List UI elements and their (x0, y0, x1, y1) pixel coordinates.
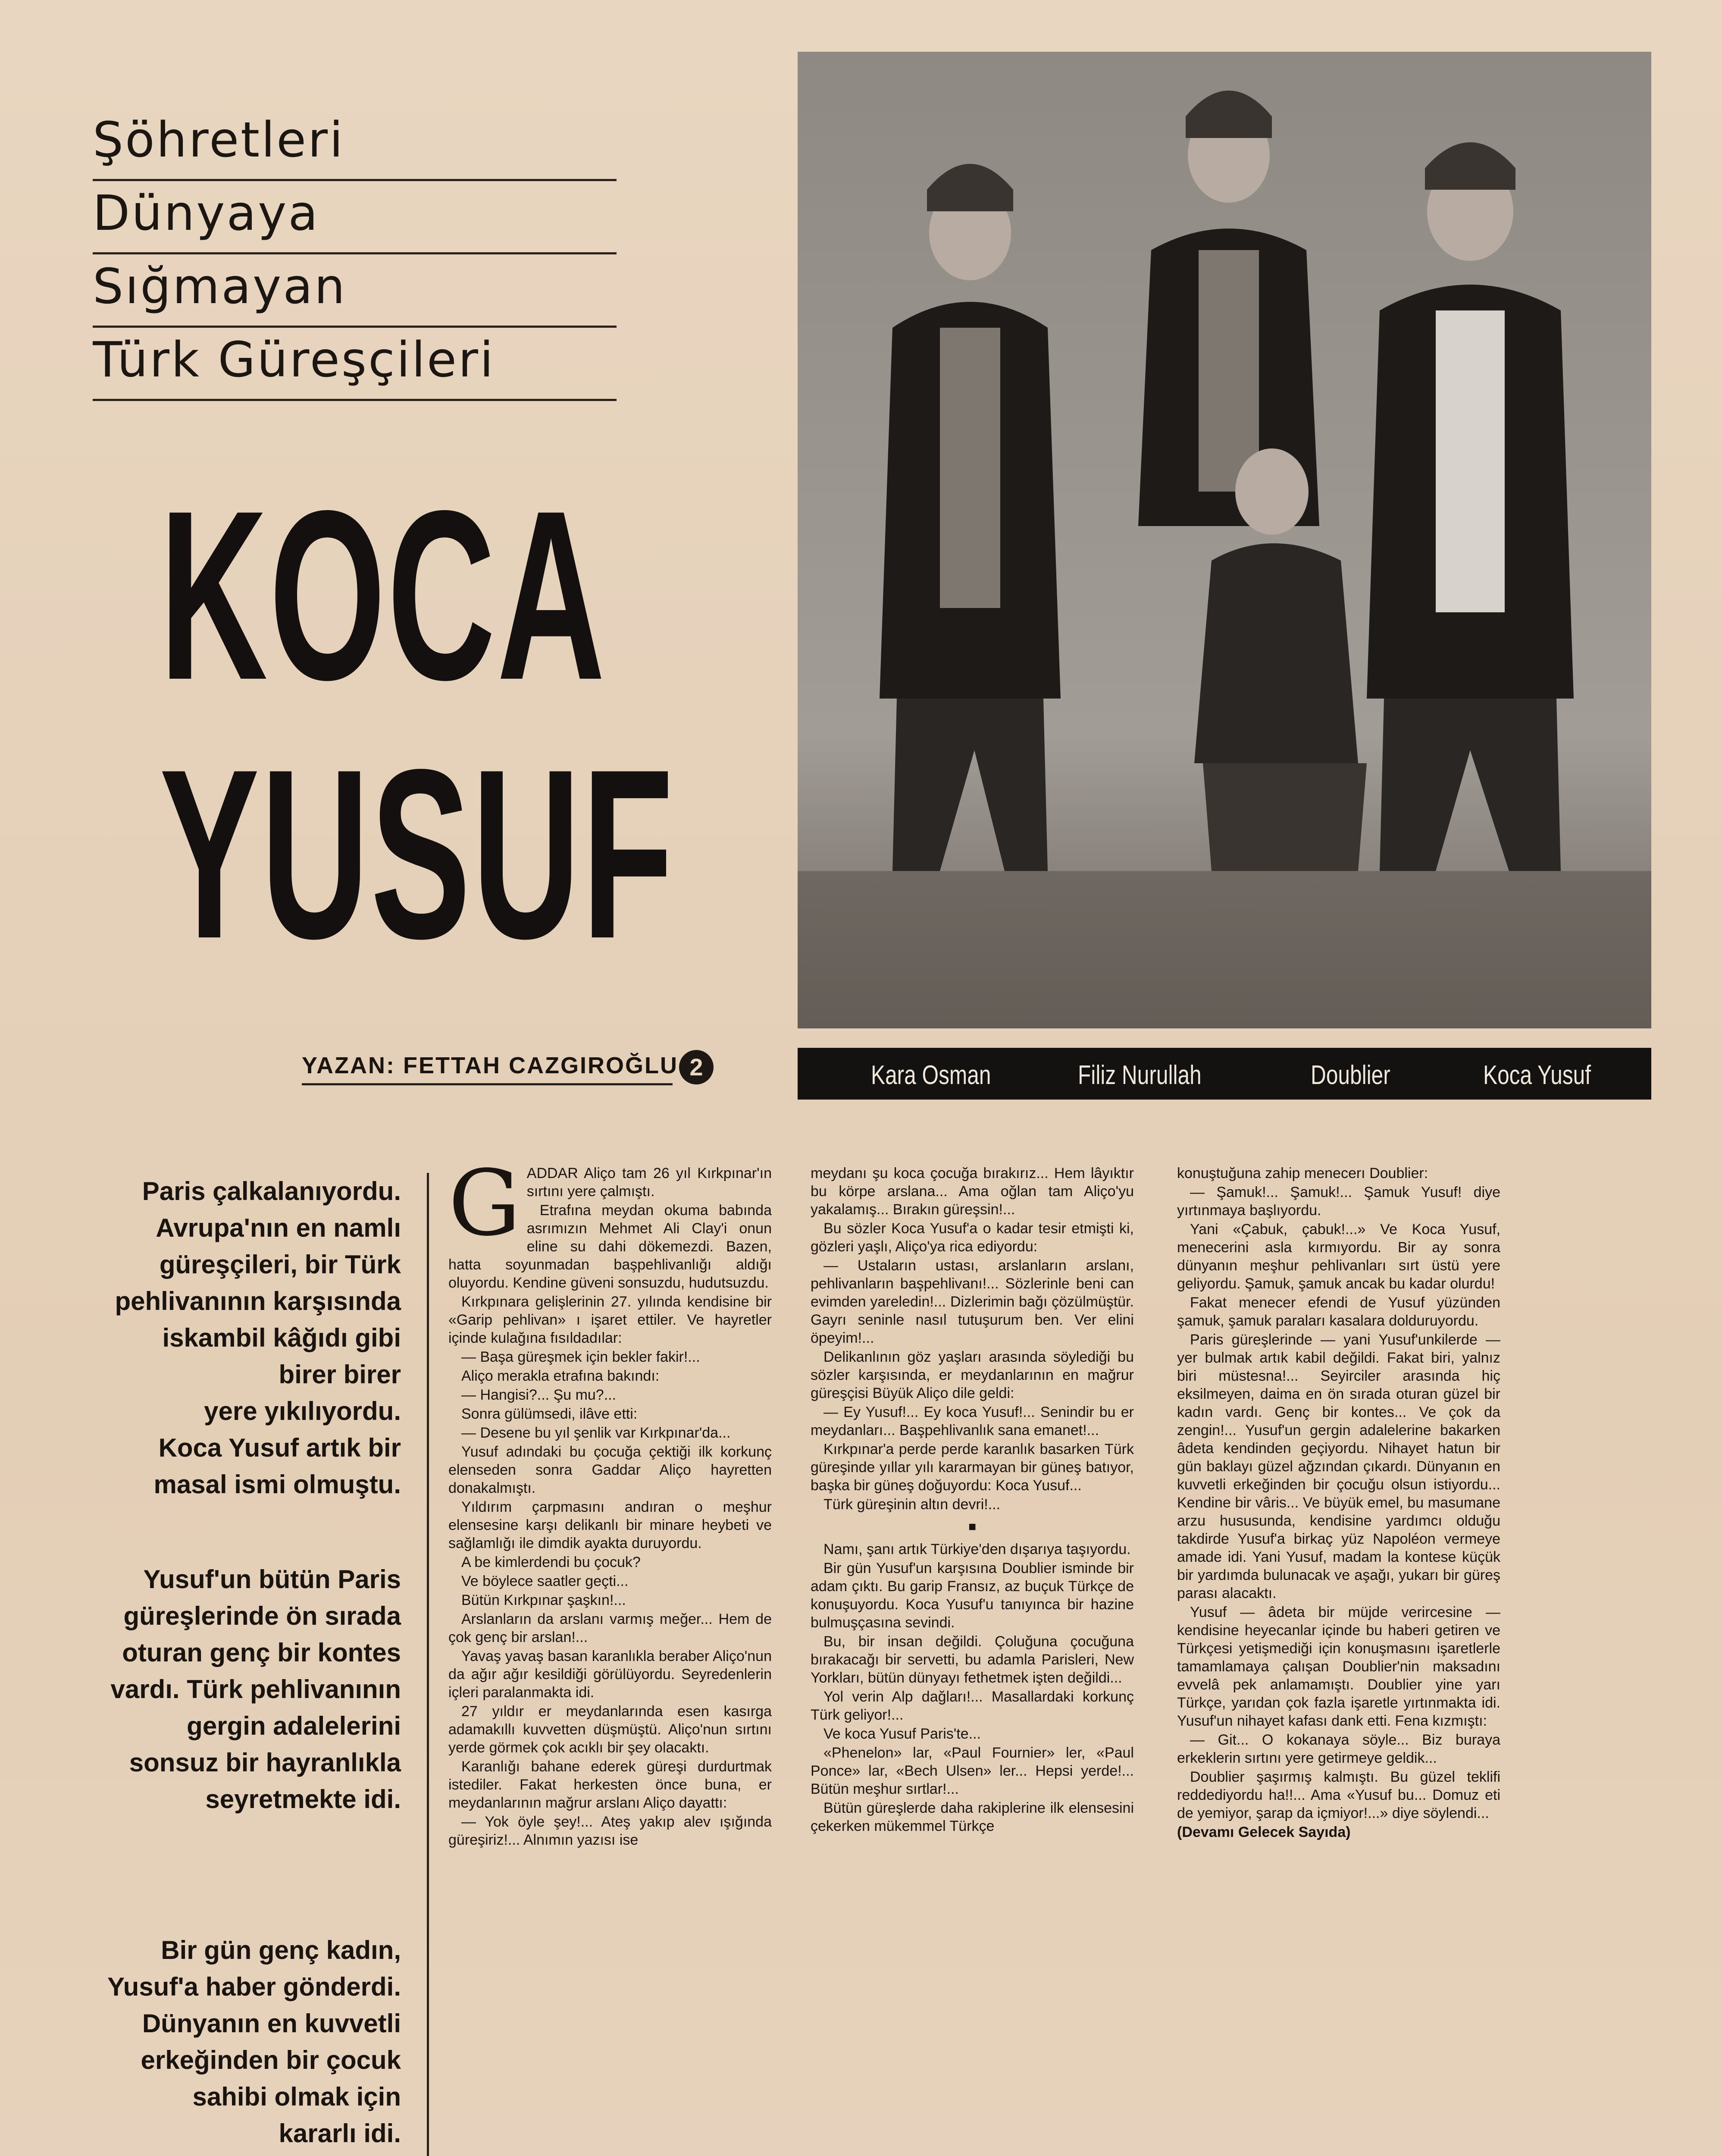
paragraph: Karanlığı bahane ederek güreşi durdurtmak istediler. Fakat herkesten önce buna, er meydanlarının mağrur arslanı Aliço dayattı: (448, 1758, 772, 1811)
paragraph: A be kimlerdendi bu çocuk? (461, 1554, 641, 1570)
drop-cap: G (448, 1150, 521, 1256)
pull-quote-line: yere yıkılıyordu. (204, 1397, 401, 1426)
paragraph: Türk güreşinin altın devri!... (823, 1496, 1001, 1513)
pull-quote-line: güreşçileri, bir Türk (159, 1250, 401, 1279)
paragraph: Yani «Çabuk, çabuk!...» Ve Koca Yusuf, menecerini asla kırmıyordu. Bir ay sonra dünyanın meşhur pehlivanları sırt üstü yere geliyordu. Şamuk, şamuk ancak bu kadar olurdu! (1177, 1221, 1500, 1292)
paragraph: 27 yıldır er meydanlarında esen kasırga adamakıllı kuvvetten düşmüştü. Aliço'nun sırtını yerde görmek çok acıklı bir şey olacaktı. (448, 1703, 772, 1756)
paragraph: — Ustaların ustası, arslanların arslanı, pehlivanların başpehlivanı!... Sözlerinle beni can evimden yareledin!... Dizlerimin bağı çözülmüştür. Gayrı seninle nasıl tutuşurum ben. Ver elini öpeyim!... (811, 1257, 1134, 1346)
article-column-1 (448, 1150, 772, 1850)
caption-name: Koca Yusuf (1483, 1060, 1591, 1090)
paragraph: Namı, şanı artık Türkiye'den dışarıya taşıyordu. (823, 1541, 1131, 1557)
pull-quote-line: sonsuz bir hayranlıkla (129, 1748, 401, 1777)
part-number-badge: 2 (679, 1050, 714, 1084)
pull-quote (78, 1173, 401, 1503)
kicker-line: Şöhretleri (93, 108, 617, 181)
paragraph: Ve koca Yusuf Paris'te... (823, 1726, 981, 1742)
paragraph: — Şamuk!... Şamuk!... Şamuk Yusuf! diye yırtınmaya başlıyordu. (1177, 1184, 1500, 1219)
paragraph: Doublier şaşırmış kalmıştı. Bu güzel teklifi reddediyordu ha!!... Ama «Yusuf bu... Domuz eti de yemiyor, şarap da içmiyor!...» diye söylendi... (1177, 1769, 1500, 1821)
paragraph: Bu sözler Koca Yusuf'a o kadar tesir etmişti ki, gözleri yaşlı, Aliço'ya rica ediyordu: (811, 1220, 1134, 1255)
pull-quote-line: oturan genç bir kontes (122, 1638, 401, 1667)
pull-quote-line: güreşlerinde ön sırada (123, 1601, 401, 1630)
caption-name: Kara Osman (871, 1060, 991, 1090)
paragraph: Kırkpınara gelişlerinin 27. yılında kendisine bir «Garip pehlivan» ı işaret ettiler. Ve hayretler içinde kulağına fısıldadılar: (448, 1294, 772, 1346)
kicker-line: Sığmayan (93, 254, 617, 328)
paragraph: Bir gün Yusuf'un karşısına Doublier isminde bir adam çıktı. Bu garip Fransız, az buçuk Türkçe de konuşuyordu. Koca Yusuf'u tanıyınca bir hazine bulmuşçasına sevindi. (811, 1560, 1134, 1631)
kicker-line: Türk Güreşçileri (93, 328, 617, 401)
byline: YAZAN: FETTAH CAZGIROĞLU (302, 1052, 673, 1085)
paragraph: Bütün Kırkpınar şaşkın!... (461, 1592, 626, 1608)
paragraph: — Hangisi?... Şu mu?... (461, 1387, 617, 1403)
paragraph: Yusuf — âdeta bir müjde verircesine — kendisine heyecanlar içinde bu haberi getiren ve Türkçesi yetişmediği için konuşmasını işaretlerle tamamlamaya çalışan Doublier'nin maksadını evvelâ pek anlamamıştı. Doublier yine yarı Türkçe, yarıdan çok fazla işaretle yırtınmakta idi. Yusuf'un nihayet kafası dank etti. Fena kızmıştı: (1177, 1604, 1500, 1729)
article-column-3 (1177, 1164, 1500, 1842)
wrestlers-photo (798, 52, 1651, 1028)
column-divider (427, 1173, 429, 2156)
paragraph: Bu, bir insan değildi. Çoluğuna çocuğuna bırakacağı bir servetti, bu adamla Parisleri, New Yorkları, bütün dünyayı fethetmek işten değildi... (811, 1633, 1134, 1686)
paragraph: — Git... O kokanaya söyle... Biz buraya erkeklerin sırtını yere getirmeye geldik... (1177, 1732, 1500, 1766)
pull-quote-line (78, 2152, 401, 2156)
pull-quote-line: gergin adalelerini (187, 1711, 401, 1740)
caption-name: Filiz Nurullah (1078, 1060, 1202, 1090)
pull-quote-line: vardı. Türk pehlivanının (110, 1675, 401, 1704)
pull-quote-line: Koca Yusuf artık bir (158, 1433, 401, 1462)
kicker-headline (93, 108, 617, 401)
pull-quote-line: sahibi olmak için (192, 2082, 401, 2111)
paragraph: Paris güreşlerinde — yani Yusuf'unkilerde — yer bulmak artık kabil değildi. Fakat biri, yalnız biri müstesna!... Seyirciler arasında hiç eksilmeyen, daima en ön sırada oturan güzel bir kadın vardı. Genç bir kontes... Ve çok da zengin!... Yusuf'un gergin adalelerine bakarken âdeta kendinden geçiyordu. Nihayet hatun bir gün baklayı güzel ağzından çıkardı. Dünyanın en kuvvetli erkeğinden bir çocuğu olsun istiyordu... Kendine bir vâris... Ve büyük emel, bu masumane arzu hususunda, kendisine yardımcı olduğu takdirde Yusuf'a birkaç yüz Napoléon vermeye amade idi. Yani Yusuf, madam la kontese küçük bir yardımda bulunacak ve aşağı, yukarı bir güreş parası alacaktı. (1177, 1332, 1500, 1601)
paragraph: ADDAR Aliço tam 26 yıl Kırkpınar'ın sırtını yere çalmıştı. (526, 1165, 772, 1200)
pull-quote-line: masal ismi olmuştu. (153, 1470, 401, 1499)
pull-quote-line: seyretmekte idi. (205, 1785, 401, 1814)
pull-quote (78, 1561, 401, 1818)
pull-quote-line: Paris çalkalanıyordu. (142, 1177, 401, 1206)
paragraph: Ve böylece saatler geçti... (461, 1573, 629, 1589)
pull-quote-line: erkeğinden bir çocuk (141, 2046, 401, 2075)
paragraph: konuştuğuna zahip menecerı Doublier: (1177, 1165, 1428, 1181)
pull-quote-line: Yusuf'un bütün Paris (143, 1565, 401, 1594)
paragraph: Arslanların da arslanı varmış meğer... Hem de çok genç bir arslan!... (448, 1611, 772, 1645)
kicker-line: Dünyaya (93, 181, 617, 254)
paragraph: — Desene bu yıl şenlik var Kırkpınar'da... (461, 1425, 731, 1441)
paragraph: Yol verin Alp dağları!... Masallardaki korkunç Türk geliyor!... (811, 1689, 1134, 1723)
pull-quote-line: Yusuf'a haber gönderdi. (107, 1972, 401, 2001)
paragraph: Bütün güreşlerde daha rakiplerine ilk elensesini çekerken mükemmel Türkçe (811, 1800, 1134, 1834)
pull-quote-line: kararlı idi. (279, 2119, 401, 2148)
continued-note: (Devamı Gelecek Sayıda) (1177, 1824, 1351, 1840)
paragraph: Kırkpınar'a perde perde karanlık basarken Türk güreşinde yıllar yılı kararmayan bir güneş batıyor, başka bir güneş doğuyordu: Koca Yusuf... (811, 1441, 1134, 1494)
pull-quote-line: Bir gün genç kadın, (161, 1936, 401, 1965)
pull-quote-line: Dünyanın en kuvvetli (142, 2009, 401, 2038)
article-column-2 (811, 1164, 1134, 1836)
photo-caption-bar (798, 1048, 1651, 1100)
paragraph: meydanı şu koca çocuğa bırakırız... Hem lâyıktır bu körpe arslana... Ama oğlan tam Aliço'yu yakalamış... Bırakın güreşsin!... (811, 1165, 1134, 1218)
pull-quote-line: iskambil kâğıdı gibi (162, 1323, 401, 1352)
pull-quote-line: birer birer (279, 1360, 401, 1389)
paragraph: Yusuf adındaki bu çocuğa çektiği ilk korkunç elenseden sonra Gaddar Aliço hayretten donakalmıştı. (448, 1444, 772, 1496)
paragraph: Etrafına meydan okuma babında asrımızın Mehmet Ali Clay'i onun eline su dahi dökemezdi. Bazen, hatta soyunmadan başpehlivanlığı aldığı oluyordu. Kendine güveni sonsuzdu, hudutsuzdu. (448, 1202, 772, 1291)
wrestlers-photo-icon (798, 52, 1651, 1028)
paragraph: Yıldırım çarpmasını andıran o meşhur elensesine karşı delikanlı bir minare heybeti ve sağlamlığı ile dimdik ayakta duruyordu. (448, 1499, 772, 1551)
paragraph: Aliço merakla etrafına bakındı: (461, 1368, 660, 1384)
paragraph: Yavaş yavaş basan karanlıkla beraber Aliço'nun da ağır ağır kesildiği görülüyordu. Seyredenlerin içleri paralanmakta idi. (448, 1648, 772, 1701)
paragraph: — Başa güreşmek için bekler fakir!... (461, 1349, 700, 1365)
section-bullet: ■ (968, 1520, 977, 1534)
paragraph: — Ey Yusuf!... Ey koca Yusuf!... Senindir bu er meydanları... Başpehlivanlık sana emanet!... (811, 1404, 1134, 1438)
main-title-line-2: YUSUF (160, 719, 675, 989)
caption-name: Doublier (1311, 1060, 1390, 1090)
paragraph: «Phenelon» lar, «Paul Fournier» ler, «Paul Ponce» lar, «Bech Ulsen» ler... Hepsi yerde!... Bütün meşhur sırtlar!... (811, 1745, 1134, 1797)
paragraph: — Yok öyle şey!... Ateş yakıp alev ışığında güreşiriz!... Alnımın yazısı ise (448, 1814, 772, 1848)
paragraph: Delikanlının göz yaşları arasında söylediği bu sözler karşısında, er meydanlarının en mağrur güreşçisi Büyük Aliço dile geldi: (811, 1349, 1134, 1401)
pull-quote-line: pehlivanının karşısında (115, 1287, 401, 1316)
paragraph: Fakat menecer efendi de Yusuf yüzünden şamuk, şamuk paraları kasalara dolduruyordu. (1177, 1294, 1500, 1329)
pull-quote (78, 1932, 401, 2156)
paragraph: Sonra gülümsedi, ilâve etti: (461, 1406, 638, 1422)
pull-quote-line: Avrupa'nın en namlı (156, 1213, 401, 1242)
main-title-line-1: KOCA (160, 460, 607, 730)
